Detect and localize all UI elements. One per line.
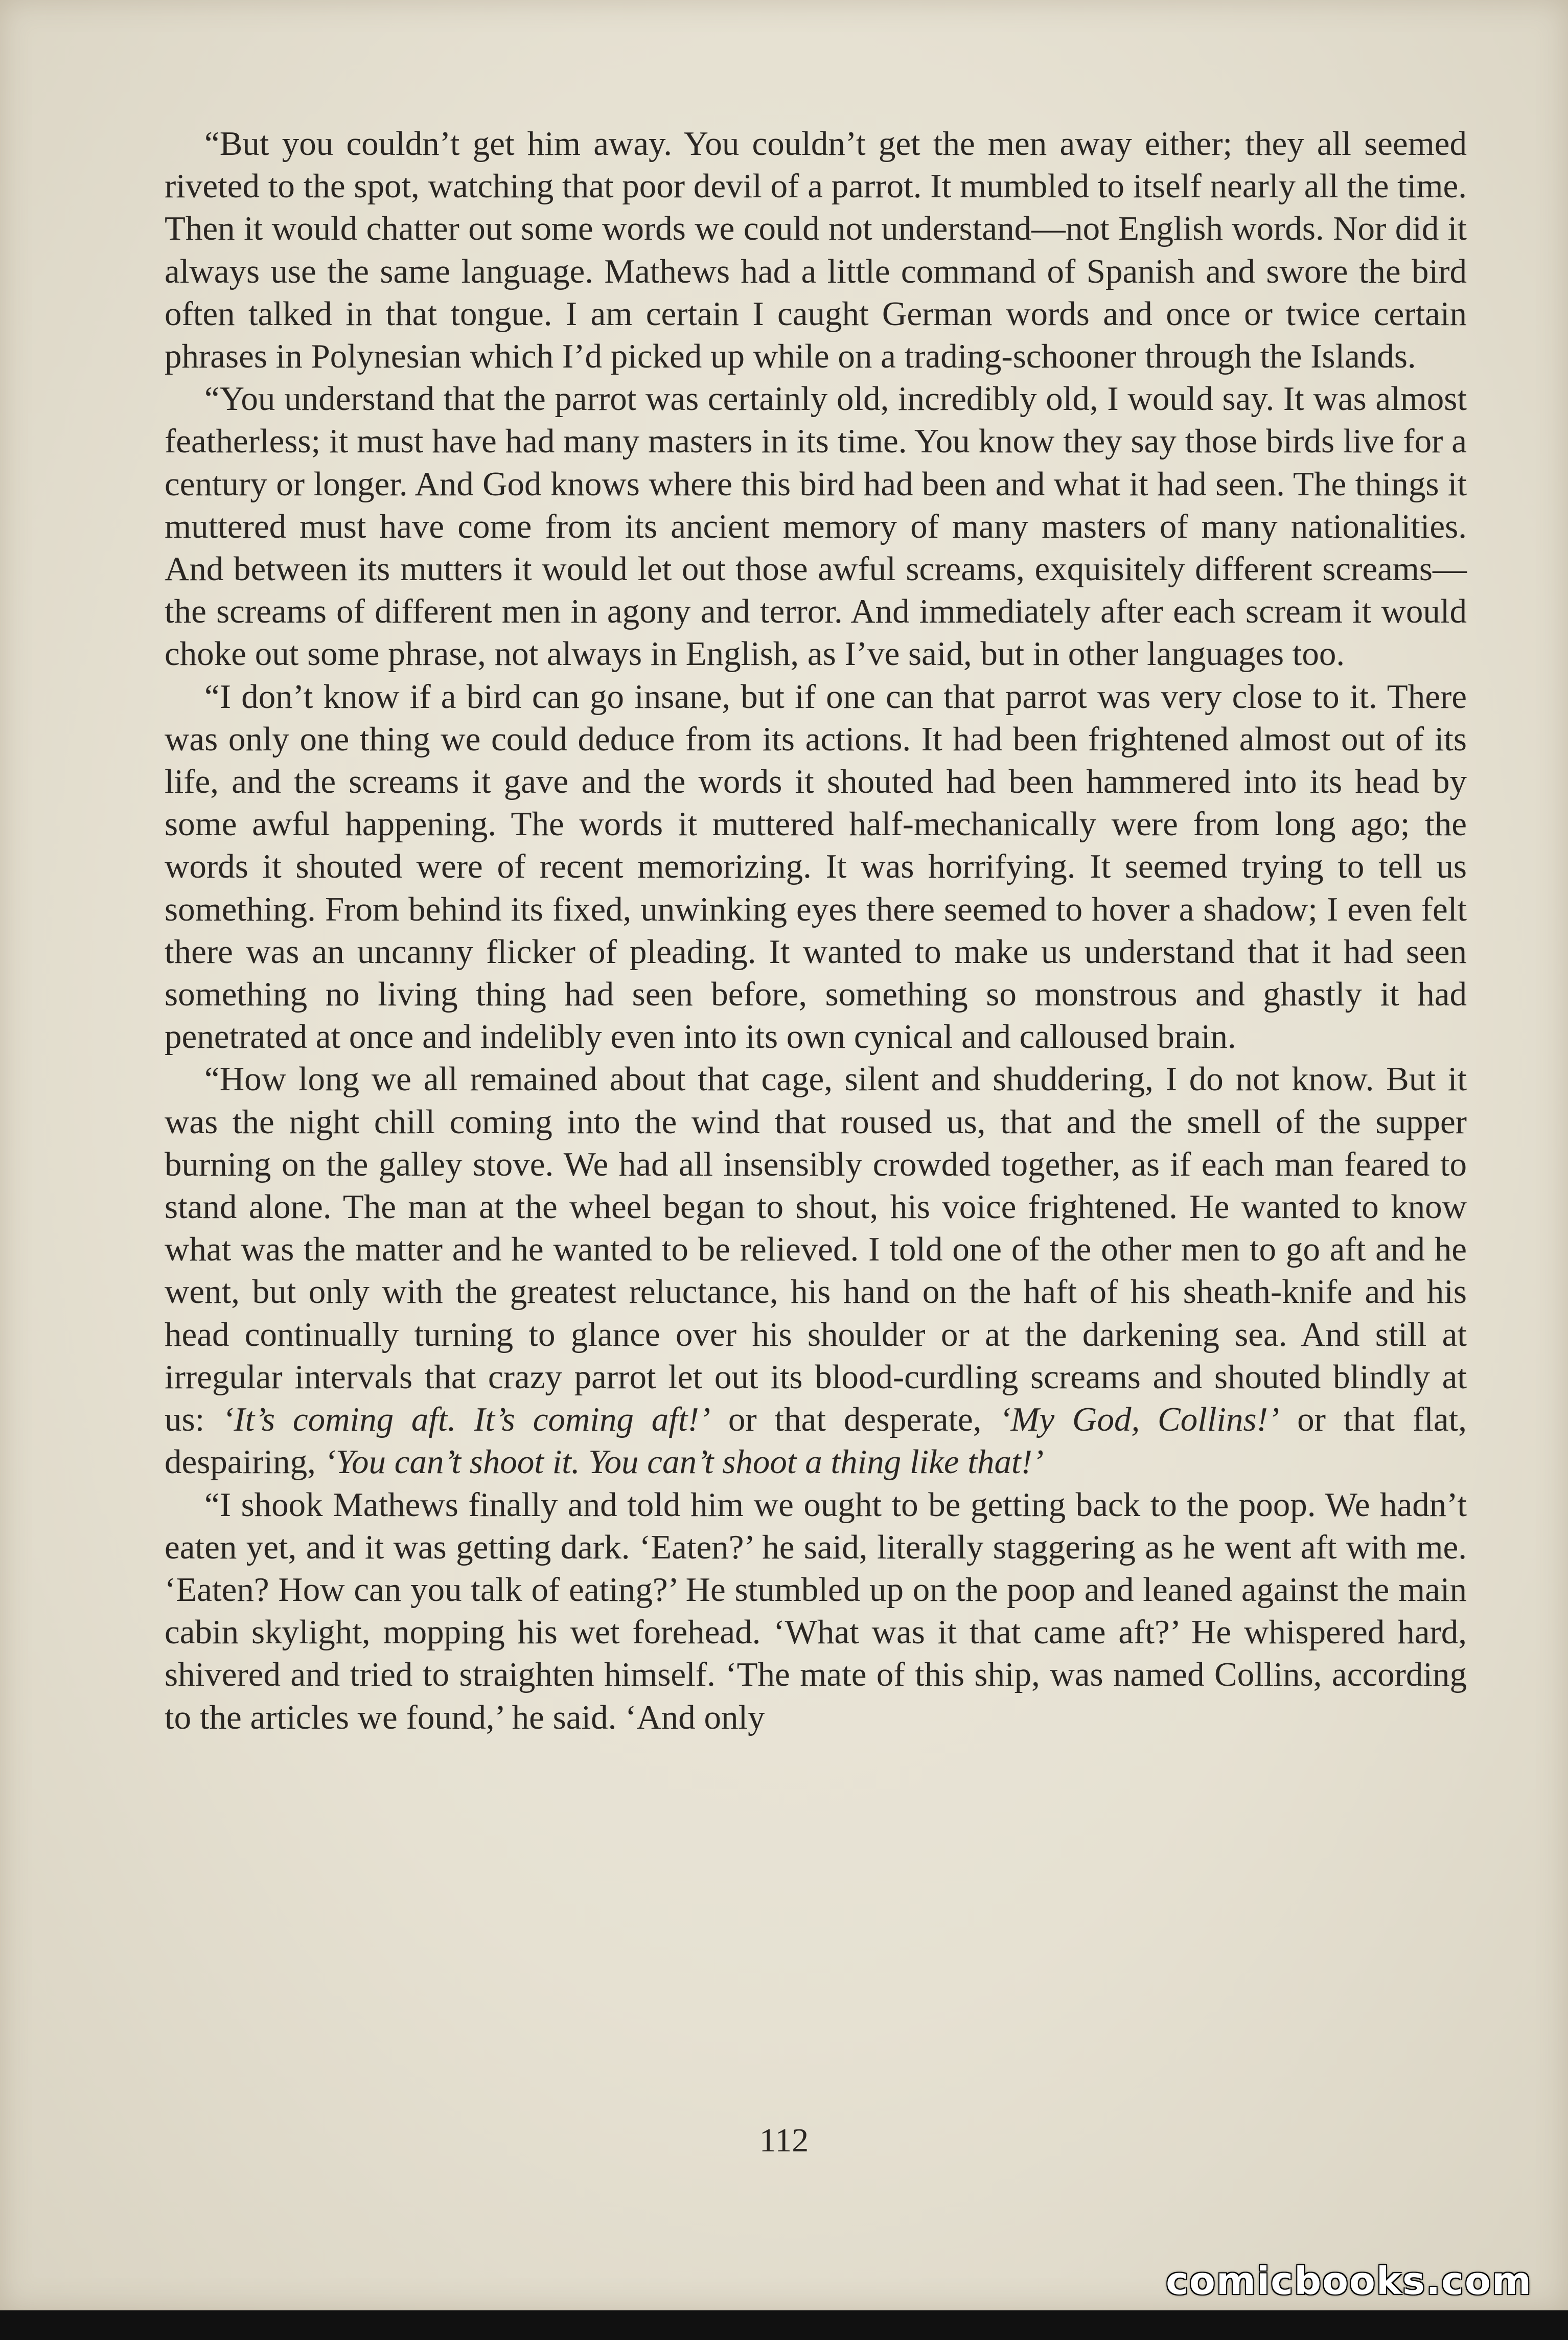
paragraph: “I don’t know if a bird can go insane, but if one can that parrot was very close to it. There was only one thing we could deduce from its actions. It had been frightened almost out of its life, and the screams it gave and the words it shouted had been hammered into its head by some awful happening. The words it muttered half-mechanically were from long ago; the words it shouted were of recent memorizing. It was horrifying. It seemed trying to tell us something. From behind its fixed, unwinking eyes there seemed to hover a shadow; I even felt there was an uncanny flicker of pleading. It wanted to make us understand that it had seen something no living thing had seen before, something so monstrous and ghastly it had penetrated at once and indelibly even into its own cynical and calloused brain.: [165, 677, 1467, 1056]
page-number: 112: [759, 2122, 809, 2159]
italic-quote: ‘You can’t shoot it. You can’t shoot a thing like that!’: [324, 1443, 1044, 1481]
paragraph: “I shook Mathews finally and told him we ought to be getting back to the poop. We hadn’t eaten yet, and it was getting dark. ‘Eaten?’ he said, literally staggering as he went aft with me. ‘Eaten? How can you talk of eating?’ He stumbled up on the poop and leaned against the main cabin skylight, mopping his wet forehead. ‘What was it that came aft?’ He whispered hard, shivered and tried to straighten himself. ‘The mate of this ship, was named Collins, according to the articles we found,’ he said. ‘And only: [165, 1485, 1467, 1736]
scan-bottom-border: [0, 2310, 1568, 2340]
paragraph: “But you couldn’t get him away. You couldn’t get the men away either; they all seemed riveted to the spot, watching that poor devil of a parrot. It mumbled to itself nearly all the time. Then it would chatter out some words we could not understand—not English words. Nor did it always use the same language. Mathews had a little command of Spanish and swore the bird often talked in that tongue. I am certain I caught German words and once or twice certain phrases in Polynesian which I’d picked up while on a trading-schooner through the Islands.: [165, 125, 1467, 376]
paragraph: “You understand that the parrot was certainly old, incredibly old, I would say. It was almost featherless; it must have had many masters in its time. You know they say those birds live for a century or longer. And God knows where this bird had been and what it had seen. The things it muttered must have come from its ancient memory of many masters of many nationalities. And between its mutters it would let out those awful screams, exquisitely different screams—the screams of different men in agony and terror. And immediately after each scream it would choke out some phrase, not always in English, as I’ve said, but in other languages too.: [165, 380, 1467, 673]
paragraph-text: or that desperate,: [710, 1401, 1000, 1439]
italic-quote: ‘My God, Collins!’: [999, 1401, 1280, 1439]
body-text: [165, 123, 1467, 1739]
paragraph-text: or that flat, despairing,: [165, 1401, 1467, 1481]
paragraph: [165, 1058, 1467, 1483]
paragraph-text: “How long we all remained about that cage, silent and shuddering, I do not know. But it was the night chill coming into the wind that roused us, that and the smell of the supper burning on the galley stove. We had all insensibly crowded together, as if each man feared to stand alone. The man at the wheel began to shout, his voice frightened. He wanted to know what was the matter and he wanted to be relieved. I told one of the other men to go aft and he went, but only with the greatest reluctance, his hand on the haft of his sheath-knife and his head continually turning to glance over his shoulder or at the darkening sea. And still at irregular intervals that crazy parrot let out its blood-curdling screams and shouted blindly at us:: [165, 1060, 1467, 1439]
italic-quote: ‘It’s coming aft. It’s coming aft!’: [222, 1401, 711, 1439]
watermark: comicbooks.com: [1166, 2259, 1532, 2303]
